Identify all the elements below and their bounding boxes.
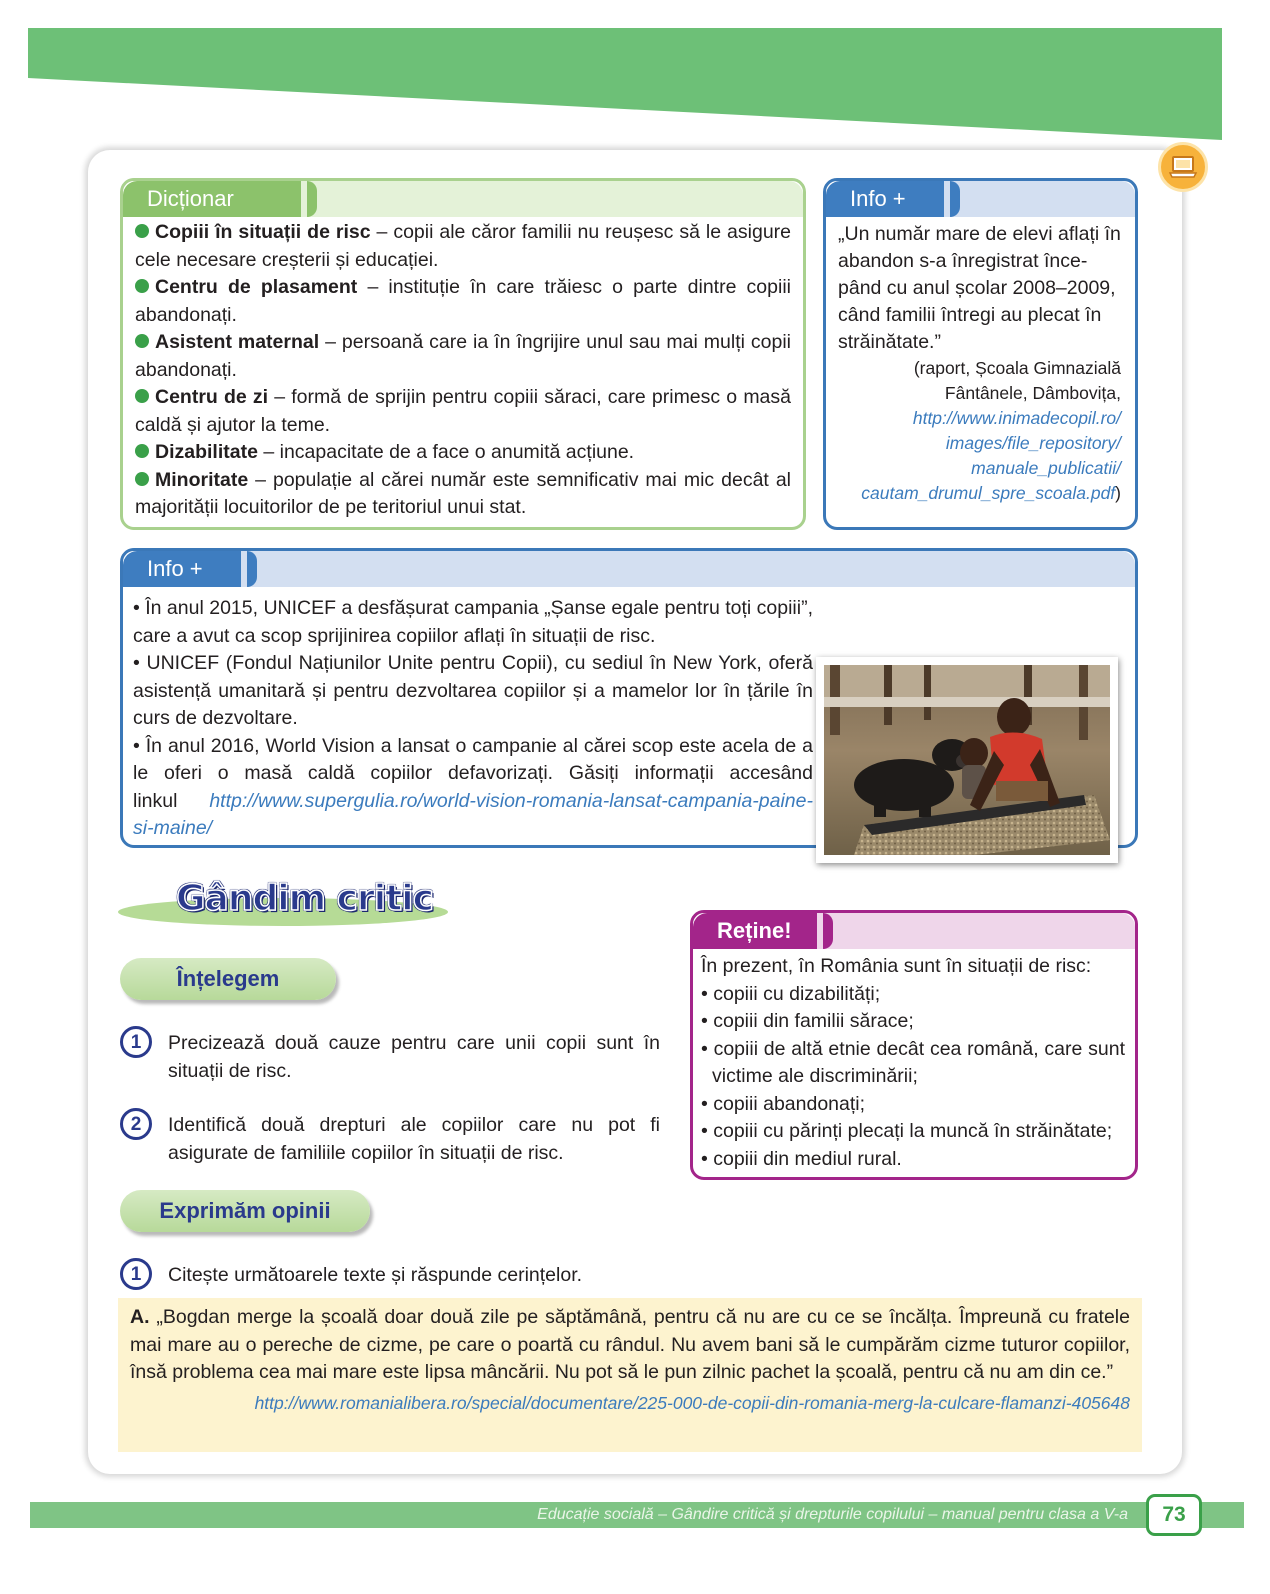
remember-item: • copiii cu dizabilități; [701, 982, 881, 1005]
question-number: 1 [120, 1258, 152, 1290]
remember-header [693, 913, 1135, 949]
bullet-icon [135, 224, 149, 238]
text-a [130, 1304, 1130, 1387]
bullet-icon [135, 279, 149, 293]
campaign-link[interactable]: http://www.supergulia.ro/world-vision-romania-lansat-campania-paine-si-maine/ [133, 789, 813, 839]
dictionary-entry [135, 439, 791, 467]
question-text: Precizează două cauze pentru care unii copii sunt în situații de risc. [168, 1032, 660, 1082]
info-title: Info + [826, 181, 944, 217]
remember-intro: În prezent, în România sunt în situații de risc: [701, 955, 1092, 977]
top-banner [0, 0, 1270, 150]
text-a-box [118, 1298, 1142, 1452]
dictionary-definition: – copii ale căror familii nu reușesc să le asigure cele necesare creșterii și educației. [135, 221, 791, 271]
info-item-text: • În anul 2016, World Vision a lansat o campanie al cărei scop este acela de a le oferi o masă caldă copiilor defavorizați. Găsiți informații accesând linkul [133, 734, 813, 812]
dictionary-term: Centru de zi [155, 386, 269, 408]
dictionary-entry [135, 274, 791, 329]
question-number: 2 [120, 1108, 152, 1140]
footer-text: Educație socială – Gândire critică și drepturile copilului – manual pentru clasa a V-a [537, 1506, 1128, 1523]
question-item [120, 1024, 660, 1084]
bullet-icon [135, 389, 149, 403]
text-a-source-link[interactable]: http://www.romanialibera.ro/special/documentare/225-000-de-copii-din-romania-merg-la-culcare-flamanzi-405648 [254, 1392, 1130, 1413]
attribution-line: Fântânele, Dâmbovița, [944, 383, 1121, 403]
understand-label: Înțelegem [120, 958, 336, 1000]
remember-item: • copiii din familii sărace; [701, 1010, 914, 1032]
question-item [120, 1256, 680, 1292]
info-header [123, 551, 1135, 587]
info-header [826, 181, 1135, 217]
dictionary-body [123, 217, 803, 527]
dictionary-definition: – incapacitate de a face o anumită acțiune. [257, 441, 635, 463]
remember-item: • copiii cu părinți plecați la muncă în străinătate; [701, 1120, 1113, 1142]
info-body [123, 587, 1135, 845]
page-number: 73 [1146, 1494, 1202, 1536]
bullet-icon [135, 444, 149, 458]
info-item: • În anul 2015, UNICEF a desfășurat campania „Șanse egale pentru toți copiii”, care a avut ca scop sprijinirea copiilor aflați în situații de risc. [133, 597, 813, 647]
question-text: Identifică două drepturi ale copiilor care nu pot fi asigurate de familiile copiilor în situații de risc. [168, 1114, 660, 1164]
remember-title: Reține! [693, 913, 817, 949]
info-box-campaigns [120, 548, 1138, 848]
dictionary-box [120, 178, 806, 530]
dictionary-entry [135, 329, 791, 384]
bullet-icon [135, 472, 149, 486]
info-body [826, 217, 1135, 527]
bullet-icon [135, 334, 149, 348]
remember-item: • copiii de altă etnie decât cea română, care sunt victime ale discriminării; [701, 1037, 1125, 1087]
remember-item: • copiii din mediul rural. [701, 1147, 902, 1170]
dictionary-term: Centru de plasament [155, 276, 358, 298]
dictionary-term: Copiii în situații de risc [155, 221, 371, 243]
opinions-label: Exprimăm opinii [120, 1190, 370, 1232]
dictionary-term: Asistent maternal [155, 331, 320, 353]
section-title: Gândim critic [176, 878, 433, 919]
remember-body [693, 949, 1135, 1177]
question-text: Citește următoarele texte și răspunde cerințelor. [168, 1264, 583, 1286]
dictionary-definition: – persoană care ia în îngrijire unul sau mai mulți copii abandonați. [135, 331, 791, 381]
report-link[interactable]: http://www.inimadecopil.ro/ images/file_repository/ manuale_publicatii/ cautam_drumul_spre_scoala.pdf [861, 408, 1121, 503]
question-number: 1 [120, 1026, 152, 1058]
question-item [120, 1106, 660, 1166]
report-attribution [838, 356, 1121, 506]
info-box-report [823, 178, 1138, 530]
info-item: • UNICEF (Fondul Națiunilor Unite pentru Copii), cu sediul în New York, oferă asistență umanitară și pentru dezvoltarea copiilor și a mamelor lor în țările în curs de dezvoltare. [133, 652, 813, 729]
laptop-icon [1158, 142, 1208, 192]
text-a-label: A. [130, 1306, 150, 1328]
dictionary-definition: – instituție în care trăiesc o parte dintre copiii abandonați. [135, 276, 791, 326]
dictionary-entry [135, 219, 791, 274]
dictionary-entry [135, 467, 791, 522]
dictionary-definition: – populație al cărei număr este semnificativ mai mic decât al majorității locuitorilor de pe teritoriul unui stat. [135, 468, 791, 518]
dictionary-term: Minoritate [155, 468, 249, 491]
dictionary-header [123, 181, 803, 217]
dictionary-term: Dizabilitate [155, 441, 258, 463]
dictionary-definition: – formă de sprijin pentru copiii săraci, care primesc o masă caldă și ajutor la teme. [135, 386, 791, 436]
dictionary-entry [135, 384, 791, 439]
text-a-quote: „Bogdan merge la școală doar două zile pe săptămână, pentru că nu are cu ce se încălța. Împreună cu fratele mai mare au o pereche de cizme, pe care o poartă cu rândul. Nu avem bani să le cumpărăm cizme tuturor copiilor, însă problema cea mai mare este lipsa mâncării. Nu pot să le pun zilnic pachet la școală, pentru că nu am din ce.” [130, 1306, 1130, 1383]
info-title: Info + [123, 551, 241, 587]
campaign-text [133, 595, 813, 843]
closing-paren: ) [1115, 483, 1121, 503]
attribution-line: (raport, Școala Gimnazială [913, 358, 1121, 378]
remember-item: • copiii abandonați; [701, 1092, 866, 1115]
remember-box [690, 910, 1138, 1180]
dictionary-title: Dicționar [123, 181, 301, 217]
children-with-calf-photo [816, 657, 1118, 863]
info-item [133, 733, 813, 843]
report-quote: „Un număr mare de elevi aflați în abandon s-a înregistrat începând cu anul școlar 2008–2009, când familii întregi au plecat în străinătate.” [838, 223, 1121, 353]
section-heading [118, 874, 448, 940]
